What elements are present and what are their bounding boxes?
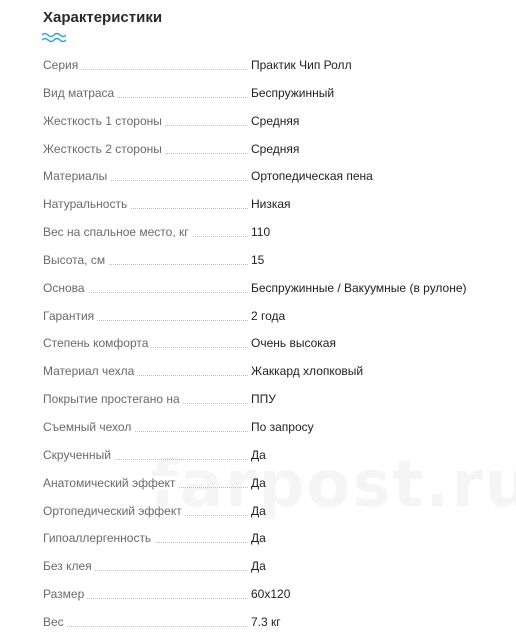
spec-row (0, 385, 516, 413)
spec-row (0, 190, 516, 218)
spec-label: Ортопедический эффект (43, 504, 185, 518)
spec-value: Низкая (251, 197, 291, 212)
spec-row (0, 608, 516, 636)
spec-label: Скрученный (43, 448, 114, 462)
spec-row (0, 413, 516, 441)
spec-label: Покрытие простегано на (43, 392, 183, 406)
spec-label: Размер (43, 587, 87, 601)
spec-label: Без клея (43, 559, 95, 573)
spec-row (0, 329, 516, 357)
spec-label: Степень комфорта (43, 336, 151, 350)
spec-row (0, 79, 516, 107)
spec-value: Беспружинный (251, 85, 335, 100)
spec-label: Вес (43, 615, 67, 629)
spec-value: 15 (251, 252, 265, 267)
spec-row (0, 246, 516, 274)
spec-label: Материалы (43, 169, 110, 183)
spec-row (0, 580, 516, 608)
spec-label: Гарантия (43, 309, 97, 323)
spec-label: Гипоаллергенность (43, 531, 154, 545)
spec-row (0, 218, 516, 246)
spec-label: Жесткость 1 стороны (43, 114, 165, 128)
spec-value: Беспружинные / Вакуумные (в рулоне) (251, 280, 467, 295)
spec-value: 7.3 кг (251, 614, 281, 629)
spec-row (0, 497, 516, 525)
spec-value: 110 (251, 225, 271, 240)
spec-value: 2 года (251, 308, 286, 323)
spec-label: Натуральность (43, 197, 130, 211)
spec-label: Серия (43, 58, 81, 72)
spec-label: Материал чехла (43, 364, 137, 378)
spec-value: Да (251, 475, 266, 490)
spec-label: Анатомический эффект (43, 476, 178, 490)
spec-row (0, 274, 516, 302)
spec-row (0, 524, 516, 552)
spec-value: 60x120 (251, 587, 291, 602)
spec-row (0, 135, 516, 163)
spec-value: Да (251, 559, 266, 574)
waves-icon (42, 32, 66, 44)
spec-value: Очень высокая (251, 336, 336, 351)
spec-value: Практик Чип Ролл (251, 58, 352, 72)
spec-label: Основа (43, 281, 88, 295)
spec-row (0, 162, 516, 190)
dotted-leader (43, 626, 248, 627)
specs-list (0, 51, 516, 636)
spec-row (0, 469, 516, 497)
spec-value: ППУ (251, 392, 276, 407)
spec-row (0, 552, 516, 580)
spec-value: Жаккард хлопковый (251, 364, 364, 379)
spec-value: Средняя (251, 141, 300, 156)
spec-row (0, 441, 516, 469)
spec-label: Жесткость 2 стороны (43, 142, 165, 156)
spec-label: Вес на спальное место, кг (43, 225, 192, 239)
spec-value: Средняя (251, 113, 300, 128)
spec-label: Высота, см (43, 253, 108, 267)
spec-value: Да (251, 531, 266, 546)
section-title: Характеристики (43, 9, 163, 26)
spec-label: Съемный чехол (43, 420, 134, 434)
spec-row (0, 51, 516, 79)
spec-label: Вид матраса (43, 86, 117, 100)
spec-row (0, 107, 516, 135)
spec-row (0, 302, 516, 330)
spec-value: Ортопедическая пена (251, 169, 373, 184)
spec-row (0, 357, 516, 385)
spec-value: Да (251, 503, 266, 518)
spec-value: Да (251, 447, 266, 462)
spec-value: По запросу (251, 419, 314, 434)
